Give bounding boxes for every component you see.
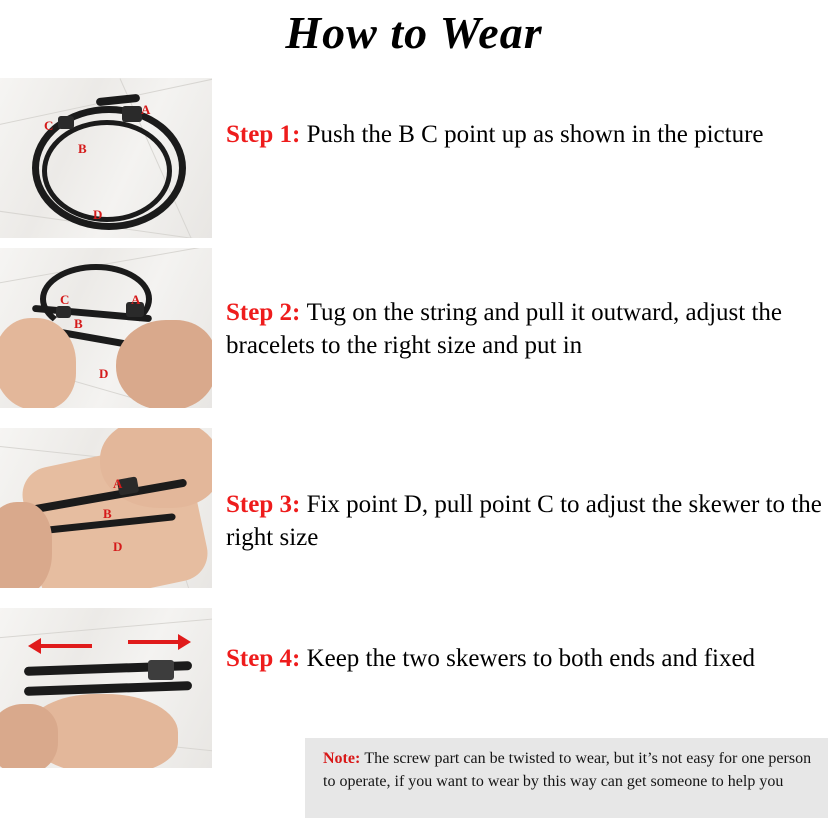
note-label: Note:: [323, 750, 365, 767]
arrow-right-icon: [178, 634, 191, 650]
photo-background: [0, 248, 212, 408]
step-2-image: [0, 248, 212, 408]
hand-left: [0, 502, 52, 588]
step-4-image: [0, 608, 212, 768]
step-3-label: Step 3:: [226, 491, 307, 518]
step-1-body: Push the B C point up as shown in the picture: [306, 121, 764, 148]
step-3-text: [226, 488, 822, 554]
point-label-b: B: [78, 141, 87, 156]
step-3-image: [0, 428, 212, 588]
bracelet-loop-inner: [42, 120, 172, 222]
point-label-d: D: [113, 539, 123, 554]
clasp: [58, 116, 74, 129]
step-3-body: Fix point D, pull point C to adjust the skewer to the right size: [226, 491, 822, 551]
photo-background: [0, 428, 212, 588]
point-label-d: D: [93, 207, 103, 222]
point-label-a: A: [131, 292, 141, 307]
step-1-image: [0, 78, 212, 238]
arrow-left-line: [40, 644, 92, 648]
point-label-a: A: [141, 102, 151, 117]
screw-clasp: [148, 660, 174, 680]
point-label-c: C: [60, 292, 70, 307]
step-2-text: [226, 296, 822, 362]
hand-right: [116, 320, 212, 408]
hand-left: [0, 318, 76, 408]
step-2-label: Step 2:: [226, 299, 307, 326]
note-text: The screw part can be twisted to wear, but it’s not easy for one person to operate, if you want to wear by this way can get someone to help you: [323, 750, 812, 790]
arrow-right-line: [128, 640, 180, 644]
photo-background: [0, 78, 212, 238]
bracelet-strap: [96, 94, 141, 107]
point-label-d: D: [99, 366, 109, 381]
photo-background: [0, 608, 212, 768]
page-title: How to Wear: [285, 7, 543, 58]
step-1-label: Step 1:: [226, 121, 307, 148]
note-box: [305, 738, 828, 818]
hand-left: [0, 704, 58, 768]
point-label-a: A: [113, 476, 123, 491]
point-label-b: B: [74, 316, 83, 331]
step-1-text: [226, 118, 822, 151]
clasp: [122, 106, 142, 122]
point-label-b: B: [103, 506, 112, 521]
step-4-label: Step 4:: [226, 645, 307, 672]
point-label-c: C: [44, 118, 54, 133]
step-4-text: [226, 642, 822, 675]
step-4-body: Keep the two skewers to both ends and fixed: [306, 645, 756, 672]
arrow-left-icon: [28, 638, 41, 654]
step-2-body: Tug on the string and pull it outward, adjust the bracelets to the right size and put in: [226, 299, 783, 359]
